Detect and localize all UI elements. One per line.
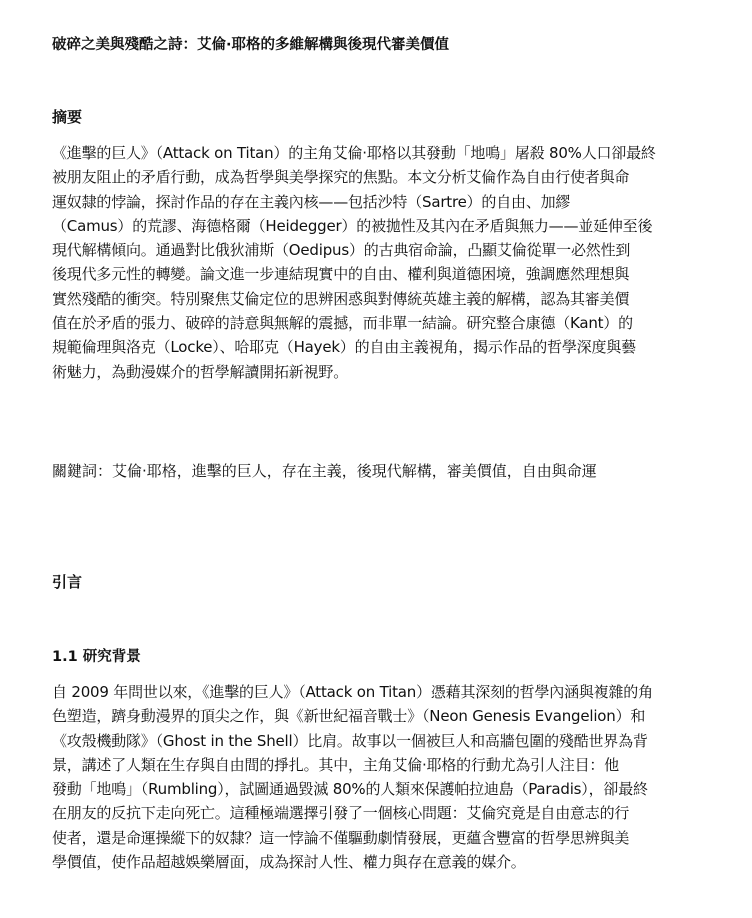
abstract-line: 運奴隸的悖論，探討作品的存在主義內核——包括沙特（Sartre）的自由、加繆 bbox=[52, 192, 571, 211]
body-line: 使者，還是命運操縱下的奴隸？這一悖論不僅驅動劇情發展，更蘊含豐富的哲學思辨與美 bbox=[52, 828, 630, 847]
abstract-line: 術魅力，為動漫媒介的哲學解讀開拓新視野。 bbox=[52, 362, 349, 381]
abstract-line: 後現代多元性的轉變。論文進一步連結現實中的自由、權利與道德困境，強調應然理想與 bbox=[52, 265, 630, 284]
abstract-line: （Camus）的荒謬、海德格爾（Heidegger）的被拋性及其內在矛盾與無力——並延伸至後 bbox=[52, 216, 653, 235]
body-line: 景，講述了人類在生存與自由間的掙扎。其中，主角艾倫·耶格的行動尤為引人注目：他 bbox=[52, 755, 619, 774]
body-line: 發動「地鳴」（Rumbling），試圖通過毀滅 80%的人類來保護帕拉迪島（Paradis），卻最終 bbox=[52, 780, 648, 799]
background-paragraph bbox=[52, 680, 724, 874]
abstract-line: 實然殘酷的衝突。特別聚焦艾倫定位的思辨困惑與對傳統英雄主義的解構，認為其審美價 bbox=[52, 289, 630, 308]
abstract-paragraph bbox=[52, 141, 724, 384]
abstract-line: 被朋友阻止的矛盾行動，成為哲學與美學探究的焦點。本文分析艾倫作為自由行使者與命 bbox=[52, 168, 630, 187]
body-line: 學價值，使作品超越娛樂層面，成為探討人性、權力與存在意義的媒介。 bbox=[52, 853, 526, 872]
body-line: 《攻殼機動隊》（Ghost in the Shell）比肩。故事以一個被巨人和高牆包圍的殘酷世界為背 bbox=[52, 731, 648, 750]
abstract-line: 規範倫理與洛克（Locke）、哈耶克（Hayek）的自由主義視角，揭示作品的哲學深度與藝 bbox=[52, 338, 636, 357]
body-line: 在朋友的反抗下走向死亡。這種極端選擇引發了一個核心問題：艾倫究竟是自由意志的行 bbox=[52, 804, 630, 823]
intro-heading: 引言 bbox=[52, 573, 83, 591]
paper-title: 破碎之美與殘酷之詩：艾倫·耶格的多維解構與後現代審美價值 bbox=[52, 37, 450, 53]
section-heading: 1.1 研究背景 bbox=[52, 649, 141, 665]
body-line: 自 2009 年問世以來，《進擊的巨人》（Attack on Titan）憑藉其深刻的哲學內涵與複雜的角 bbox=[52, 683, 653, 701]
abstract-line: 《進擊的巨人》（Attack on Titan）的主角艾倫·耶格以其發動「地鳴」屠殺 80%人口卻最終 bbox=[52, 144, 656, 162]
abstract-line: 現代解構傾向。通過對比俄狄浦斯（Oedipus）的古典宿命論，凸顯艾倫從單一必然性到 bbox=[52, 241, 631, 260]
keywords: 關鍵詞：艾倫·耶格，進擊的巨人，存在主義，後現代解構，審美價值，自由與命運 bbox=[52, 462, 597, 480]
abstract-line: 值在於矛盾的張力、破碎的詩意與無解的震撼，而非單一結論。研究整合康德（Kant）的 bbox=[52, 314, 633, 333]
abstract-heading: 摘要 bbox=[52, 108, 83, 126]
body-line: 色塑造，躋身動漫界的頂尖之作，與《新世紀福音戰士》（Neon Genesis Evangelion）和 bbox=[52, 707, 646, 726]
